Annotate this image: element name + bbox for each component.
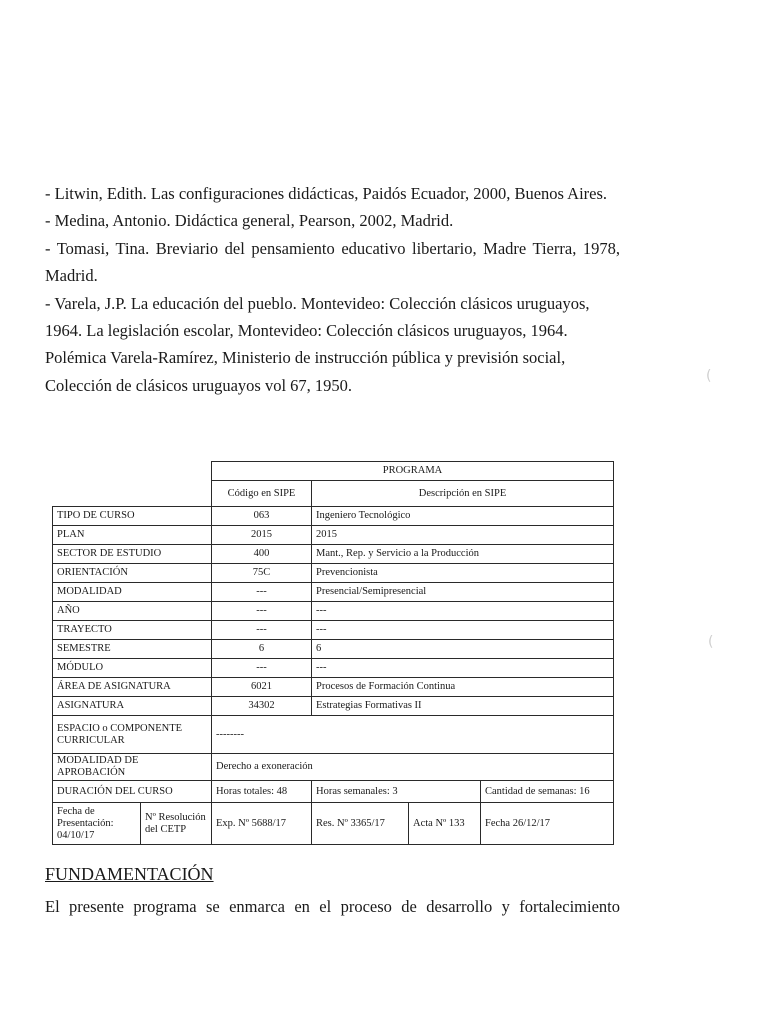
- bibliography: [45, 180, 620, 399]
- fecha-presentacion: Fecha de Presentación: 04/10/17: [53, 803, 141, 845]
- row-label: SECTOR DE ESTUDIO: [53, 545, 212, 564]
- bibliography-entry: - Litwin, Edith. Las configuraciones didácticas, Paidós Ecuador, 2000, Buenos Aires.: [45, 184, 608, 203]
- programa-table: [52, 461, 614, 845]
- descripcion-header: Descripción en SIPE: [312, 481, 614, 507]
- table-row: [53, 678, 614, 697]
- row-label: ÁREA DE ASIGNATURA: [53, 678, 212, 697]
- row-code: 2015: [212, 526, 312, 545]
- aprobacion-label: MODALIDAD DE APROBACIÓN: [53, 754, 212, 781]
- bibliography-entry: - Varela, J.P. La educación del pueblo. Montevideo: Colección clásicos uruguayos, 1964. La legislación escolar, Montevideo: Colección clásicos uruguayos, 1964. Polémica Varela-Ramírez, Ministerio de instrucción pública y previsión social, Colección de clásicos uruguayos vol 67, 1950.: [45, 293, 590, 395]
- expediente: Exp. Nº 5688/17: [212, 803, 312, 845]
- codigo-header: Código en SIPE: [212, 481, 312, 507]
- row-description: ---: [312, 659, 614, 678]
- row-description: Presencial/Semipresencial: [312, 583, 614, 602]
- row-label: ASIGNATURA: [53, 697, 212, 716]
- row-code: 063: [212, 507, 312, 526]
- row-label: PLAN: [53, 526, 212, 545]
- row-description: Ingeniero Tecnológico: [312, 507, 614, 526]
- row-label: TRAYECTO: [53, 621, 212, 640]
- row-code: ---: [212, 583, 312, 602]
- section-title: FUNDAMENTACIÓN: [45, 864, 214, 884]
- row-label: ORIENTACIÓN: [53, 564, 212, 583]
- aprobacion-value: Derecho a exoneración: [212, 754, 614, 781]
- resolucion-label: Nº Resolución del CETP: [141, 803, 212, 845]
- table-row: [53, 564, 614, 583]
- acta: Acta Nº 133: [409, 803, 481, 845]
- fecha-resolucion: Fecha 26/12/17: [481, 803, 614, 845]
- row-label: AÑO: [53, 602, 212, 621]
- row-code: ---: [212, 621, 312, 640]
- row-description: Procesos de Formación Continua: [312, 678, 614, 697]
- horas-semanales: Horas semanales: 3: [312, 781, 481, 803]
- table-row: [53, 602, 614, 621]
- espacio-value: --------: [212, 716, 614, 754]
- row-description: 6: [312, 640, 614, 659]
- table-row: [53, 621, 614, 640]
- row-label: MÓDULO: [53, 659, 212, 678]
- row-label: TIPO DE CURSO: [53, 507, 212, 526]
- row-code: 75C: [212, 564, 312, 583]
- table-row: [53, 526, 614, 545]
- table-row: [53, 697, 614, 716]
- row-code: ---: [212, 602, 312, 621]
- scan-mark-icon: (: [706, 368, 712, 384]
- row-code: ---: [212, 659, 312, 678]
- duracion-label: DURACIÓN DEL CURSO: [53, 781, 212, 803]
- cantidad-semanas: Cantidad de semanas: 16: [481, 781, 614, 803]
- bibliography-entry: - Tomasi, Tina. Breviario del pensamiento educativo libertario, Madre Tierra, 1978, Madrid.: [45, 238, 620, 286]
- row-description: ---: [312, 621, 614, 640]
- bibliography-entry: - Medina, Antonio. Didáctica general, Pearson, 2002, Madrid.: [45, 211, 454, 231]
- table-row: [53, 659, 614, 678]
- row-description: Estrategias Formativas II: [312, 697, 614, 716]
- espacio-label: ESPACIO o COMPONENTE CURRICULAR: [53, 716, 212, 754]
- programa-rows: [53, 507, 614, 716]
- resolucion: Res. Nº 3365/17: [312, 803, 409, 845]
- row-code: 6021: [212, 678, 312, 697]
- row-code: 400: [212, 545, 312, 564]
- programa-header: PROGRAMA: [212, 462, 614, 481]
- horas-totales: Horas totales: 48: [212, 781, 312, 803]
- row-code: 6: [212, 640, 312, 659]
- row-description: ---: [312, 602, 614, 621]
- table-row: [53, 640, 614, 659]
- scan-mark-icon: (: [708, 634, 714, 650]
- section-paragraph: El presente programa se enmarca en el proceso de desarrollo y fortalecimiento: [45, 897, 620, 916]
- row-label: SEMESTRE: [53, 640, 212, 659]
- table-row: [53, 583, 614, 602]
- row-code: 34302: [212, 697, 312, 716]
- row-label: MODALIDAD: [53, 583, 212, 602]
- row-description: Mant., Rep. y Servicio a la Producción: [312, 545, 614, 564]
- table-row: [53, 545, 614, 564]
- row-description: Prevencionista: [312, 564, 614, 583]
- row-description: 2015: [312, 526, 614, 545]
- table-row: [53, 507, 614, 526]
